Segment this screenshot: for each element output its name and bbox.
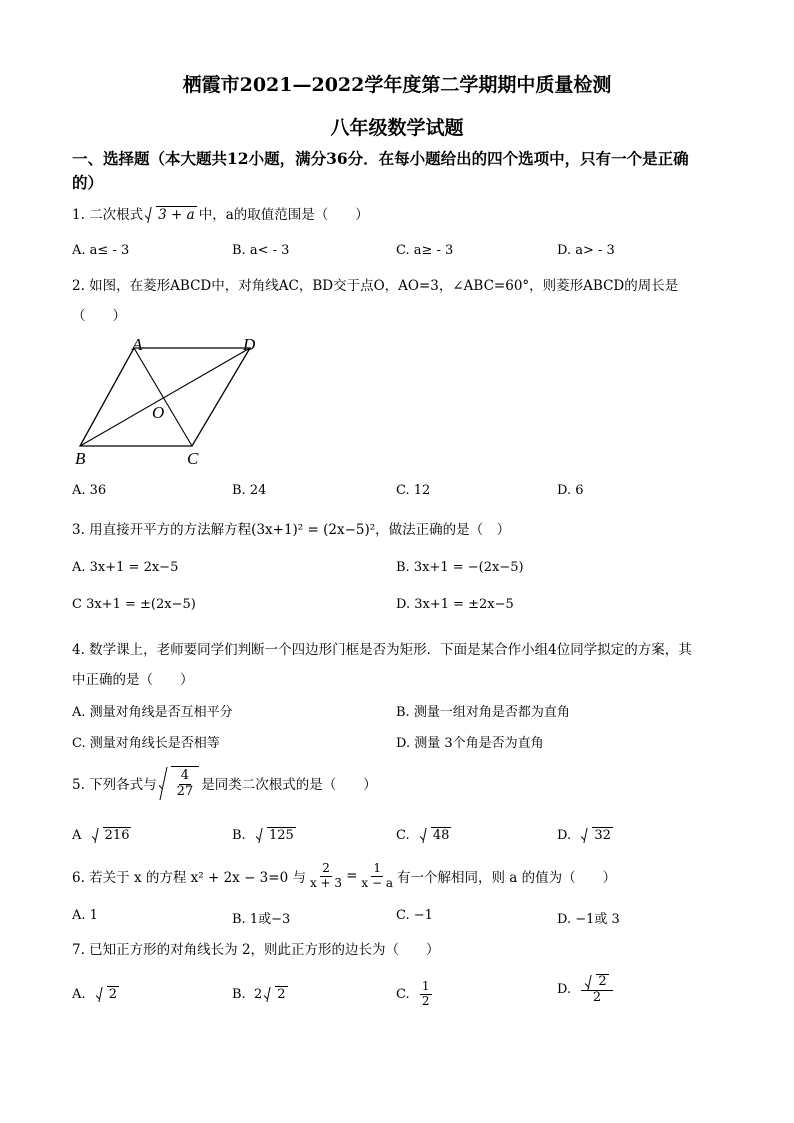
q6-f1-den: x + 3 bbox=[309, 875, 343, 890]
q7-option-b-label: B. bbox=[232, 987, 246, 1002]
sqrt-symbol bbox=[581, 827, 613, 843]
question-5 bbox=[72, 766, 377, 800]
question-4-line1: 4. 数学课上，老师要同学们判断一个四边形门框是否为矩形．下面是某合作小组4位同学拟定的方案，其 bbox=[72, 642, 692, 658]
sqrt-symbol bbox=[585, 974, 608, 990]
q7-c-num: 1 bbox=[421, 979, 430, 993]
q5-option-c bbox=[396, 827, 453, 843]
q4-option-d: D. 测量 3个角是否为直角 bbox=[396, 736, 544, 751]
q7-option-d-fraction bbox=[581, 974, 612, 1006]
q5-option-a-label: A bbox=[72, 828, 82, 843]
question-2-line2: （ ） bbox=[72, 308, 126, 324]
question-7: 7. 已知正方形的对角线长为 2，则此正方形的边长为（ ） bbox=[72, 942, 440, 958]
q5-pre: 5. 下列各式与 bbox=[72, 776, 157, 793]
q5-option-c-label: C. bbox=[396, 828, 410, 843]
q6-option-d: D. −1或 3 bbox=[557, 912, 620, 927]
q7-option-c bbox=[396, 980, 434, 1009]
diagonal-bd bbox=[80, 348, 250, 446]
q7-option-d-label: D. bbox=[557, 982, 572, 998]
q5-option-b bbox=[232, 827, 298, 843]
q1-option-c: C. a≥ - 3 bbox=[396, 243, 454, 258]
question-6 bbox=[72, 862, 616, 891]
label-o: O bbox=[152, 403, 165, 422]
sqrt-symbol bbox=[96, 986, 119, 1002]
q1-option-d: D. a> - 3 bbox=[557, 243, 615, 258]
q4-option-c: C. 测量对角线长是否相等 bbox=[72, 736, 220, 751]
sqrt-symbol bbox=[256, 827, 296, 843]
q5-post: 是同类二次根式的是（ ） bbox=[201, 776, 377, 793]
q5-option-d-label: D. bbox=[557, 828, 572, 843]
q6-fraction-2 bbox=[359, 862, 395, 891]
section-heading-line1: 一、选择题（本大题共12小题，满分36分．在每小题给出的四个选项中，只有一个是正确 bbox=[72, 149, 689, 168]
q7-d-num-radicand: 2 bbox=[598, 974, 607, 989]
q5-frac-num: 4 bbox=[180, 768, 190, 783]
q5-option-b-label: B. bbox=[232, 828, 246, 843]
sqrt-symbol bbox=[420, 827, 452, 843]
label-c: C bbox=[187, 449, 199, 468]
label-a: A bbox=[132, 335, 143, 354]
q6-pre: 6. 若关于 x 的方程 x² + 2x − 3=0 与 bbox=[72, 870, 306, 887]
question-3: 3. 用直接开平方的方法解方程(3x+1)² = (2x−5)²，做法正确的是（ ） bbox=[72, 522, 511, 538]
question-2-line1: 2. 如图，在菱形ABCD中，对角线AC，BD交于点O，AO=3，∠ABC=60°，则菱形ABCD的周长是 bbox=[72, 278, 679, 294]
q1-option-b: B. a< - 3 bbox=[232, 243, 290, 258]
q7-d-den: 2 bbox=[592, 989, 602, 1005]
q4-option-b: B. 测量一组对角是否都为直角 bbox=[396, 705, 570, 720]
q5-option-c-radicand: 48 bbox=[432, 828, 450, 843]
q7-option-d bbox=[557, 974, 615, 1006]
q2-option-c: C. 12 bbox=[396, 483, 431, 498]
q6-eq: = bbox=[346, 868, 358, 885]
q6-post: 有一个解相同，则 a 的值为（ ） bbox=[396, 870, 617, 887]
q2-option-d: D. 6 bbox=[557, 483, 584, 498]
q6-option-c: C. −1 bbox=[396, 908, 433, 923]
q3-option-d: D. 3x+1 = ±2x−5 bbox=[396, 597, 514, 612]
q5-option-a bbox=[72, 827, 133, 843]
label-d: D bbox=[243, 335, 256, 354]
q3-option-c: C 3x+1 = ±(2x−5) bbox=[72, 597, 196, 612]
q5-option-b-radicand: 125 bbox=[268, 828, 294, 843]
q7-option-c-fraction bbox=[420, 980, 432, 1009]
sqrt-symbol bbox=[159, 766, 200, 800]
q7-option-a-label: A. bbox=[72, 987, 86, 1002]
q7-option-a-radicand: 2 bbox=[108, 987, 118, 1002]
q1-radicand: 3 + a bbox=[158, 207, 195, 223]
q7-option-a bbox=[72, 986, 121, 1002]
q7-option-b-radicand: 2 bbox=[277, 987, 286, 1002]
question-4-line2: 中正确的是（ ） bbox=[72, 672, 194, 688]
q6-f2-num: 1 bbox=[373, 861, 381, 875]
q1-option-a: A. a≤ - 3 bbox=[72, 243, 130, 258]
q6-f1-num: 2 bbox=[322, 861, 330, 875]
q6-fraction-1 bbox=[308, 862, 344, 891]
q5-option-d-radicand: 32 bbox=[594, 828, 611, 843]
q6-option-b: B. 1或−3 bbox=[232, 912, 291, 927]
q5-option-d bbox=[557, 827, 615, 843]
sqrt-symbol bbox=[264, 986, 287, 1002]
q3-option-b: B. 3x+1 = −(2x−5) bbox=[396, 560, 524, 575]
question-1 bbox=[72, 203, 369, 223]
exam-title: 栖霞市2021—2022学年度第二学期期中质量检测 bbox=[182, 74, 612, 96]
label-b: B bbox=[75, 449, 86, 468]
exam-subtitle: 八年级数学试题 bbox=[330, 117, 464, 139]
q1-pre: 1. 二次根式 bbox=[72, 207, 144, 223]
q2-option-a: A. 36 bbox=[72, 483, 107, 498]
q3-option-a: A. 3x+1 = 2x−5 bbox=[72, 560, 179, 575]
q5-option-a-radicand: 216 bbox=[104, 828, 130, 843]
q4-option-a: A. 测量对角线是否互相平分 bbox=[72, 705, 233, 720]
rhombus-figure bbox=[70, 330, 270, 470]
sqrt-symbol bbox=[92, 827, 132, 843]
q5-frac-den: 27 bbox=[176, 783, 194, 799]
q7-option-b bbox=[232, 986, 290, 1002]
q7-c-den: 2 bbox=[421, 993, 430, 1008]
q6-option-a: A. 1 bbox=[72, 908, 98, 923]
sqrt-symbol bbox=[145, 206, 197, 223]
section-heading-line2: 的） bbox=[72, 173, 104, 192]
q2-option-b: B. 24 bbox=[232, 483, 267, 498]
q7-option-b-coef: 2 bbox=[253, 987, 263, 1002]
q6-f2-den: x − a bbox=[361, 875, 393, 890]
q7-option-c-label: C. bbox=[396, 986, 410, 1002]
diagonal-ac bbox=[134, 348, 192, 446]
q1-post: 中，a的取值范围是（ ） bbox=[198, 207, 369, 223]
